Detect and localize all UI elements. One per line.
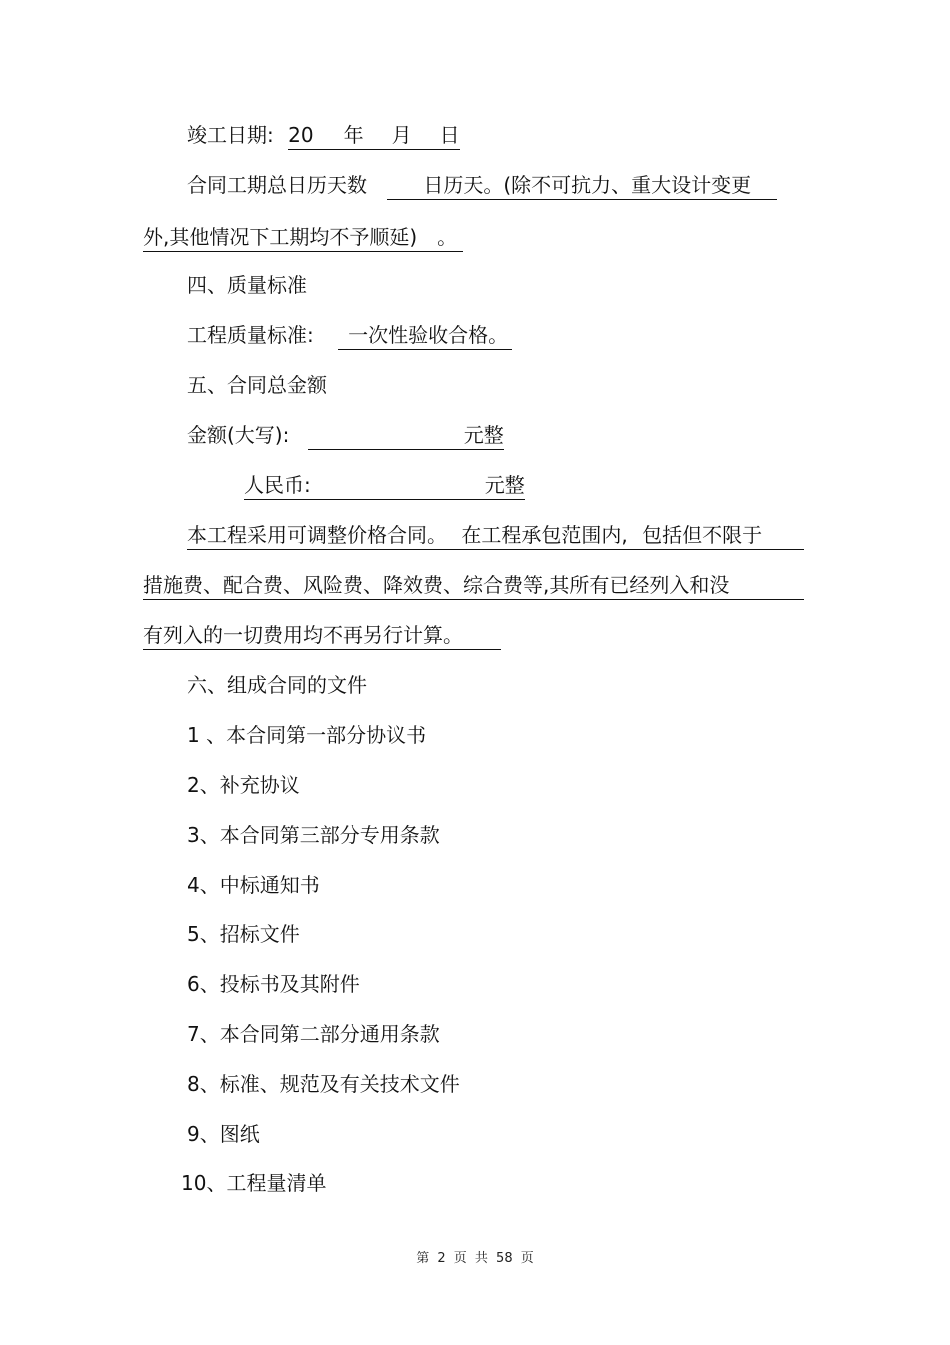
amount-rmb-line xyxy=(244,472,525,500)
duration-label: 合同工期总日历天数 xyxy=(187,173,367,197)
duration-continuation-line xyxy=(143,224,463,252)
contract-document-item: 7、本合同第二部分通用条款 xyxy=(187,1022,440,1046)
amount-words-field: 元整 xyxy=(308,422,504,450)
completion-date-label: 竣工日期: xyxy=(187,123,274,147)
quality-standard-label: 工程质量标准: xyxy=(187,323,314,347)
duration-line xyxy=(187,172,777,200)
contract-document-item: 2、补充协议 xyxy=(187,773,300,797)
section5-heading: 五、合同总金额 xyxy=(187,373,327,397)
price-paragraph-text-2: 措施费、配合费、风险费、降效费、综合费等,其所有已经列入和没 xyxy=(143,572,804,600)
amount-words-label: 金额(大写): xyxy=(187,423,290,447)
section6-heading: 六、组成合同的文件 xyxy=(187,673,367,697)
completion-date-field: 20 年 月 日 xyxy=(288,122,459,150)
amount-words-line xyxy=(187,422,504,450)
quality-standard-value: 一次性验收合格。 xyxy=(338,322,512,350)
price-paragraph-line-3 xyxy=(143,622,501,650)
contract-document-item: 6、投标书及其附件 xyxy=(187,972,360,996)
amount-rmb-label: 人民币: xyxy=(244,473,311,497)
price-paragraph-text-3: 有列入的一切费用均不再另行计算。 xyxy=(143,622,501,650)
section4-heading: 四、质量标准 xyxy=(187,273,307,297)
contract-document-item: 10、工程量清单 xyxy=(181,1171,327,1195)
amount-rmb-field: 人民币: 元整 xyxy=(244,472,525,500)
price-paragraph-line-1 xyxy=(187,522,804,550)
contract-document-item: 5、招标文件 xyxy=(187,922,300,946)
contract-document-item: 1 、本合同第一部分协议书 xyxy=(187,723,427,747)
contract-document-item: 4、中标通知书 xyxy=(187,873,320,897)
price-paragraph-text-1: 本工程采用可调整价格合同。 在工程承包范围内, 包括但不限于 xyxy=(187,522,804,550)
duration-field: 日历天。(除不可抗力、重大设计变更 xyxy=(387,172,777,200)
quality-standard-line xyxy=(187,322,512,350)
page-number-footer: 第 2 页 共 58 页 xyxy=(416,1251,534,1266)
price-paragraph-line-2 xyxy=(143,572,804,600)
contract-document-item: 8、标准、规范及有关技术文件 xyxy=(187,1072,460,1096)
contract-document-item: 9、图纸 xyxy=(187,1122,260,1146)
contract-document-item: 3、本合同第三部分专用条款 xyxy=(187,823,440,847)
completion-date-line xyxy=(187,122,460,150)
duration-continuation-field: 外,其他情况下工期均不予顺延) 。 xyxy=(143,224,463,252)
